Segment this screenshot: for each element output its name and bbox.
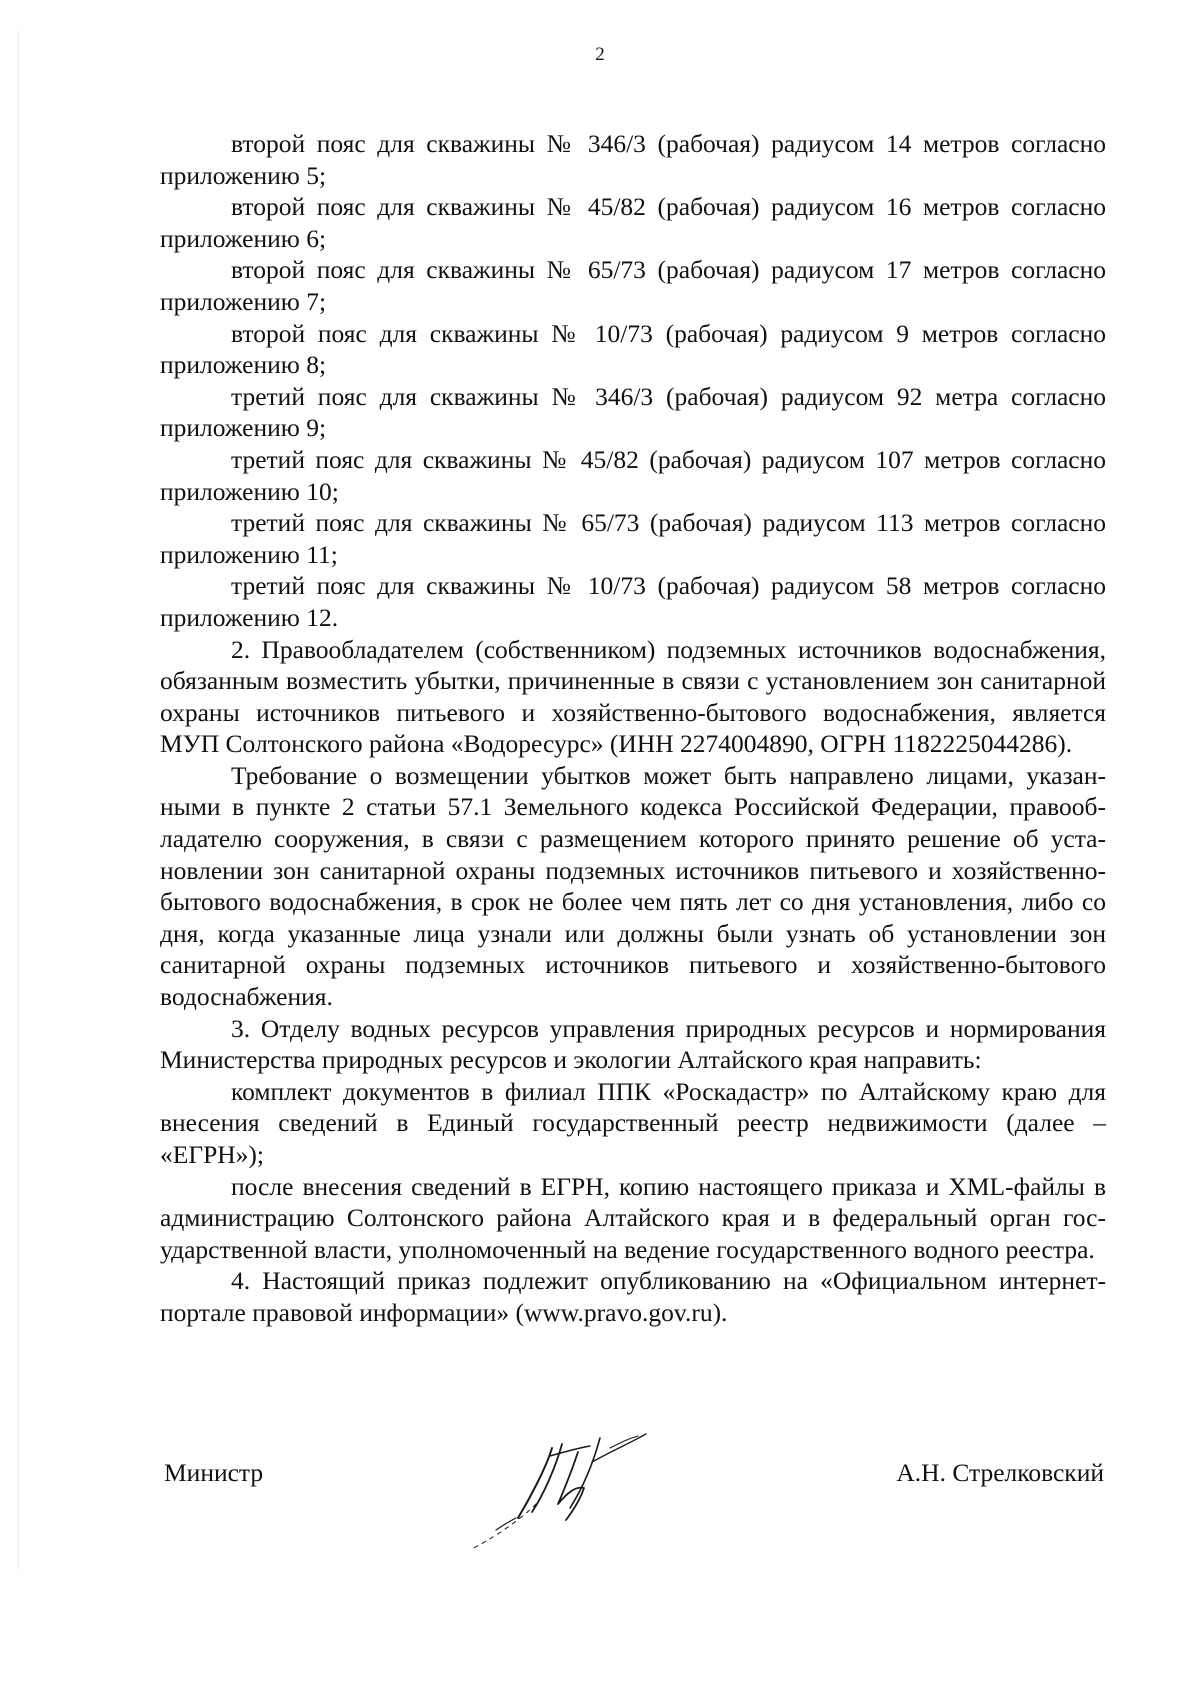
paragraph: второй пояс для скважины № 10/73 (рабочая) радиусом 9 метров согласно приложению 8; [160, 318, 1106, 380]
paragraph: третий пояс для скважины № 10/73 (рабочая) радиусом 58 метров согласно приложению 12. [160, 571, 1106, 632]
paragraph: третий пояс для скважины № 65/73 (рабочая) радиусом 113 метров согласно приложению 11; [160, 508, 1106, 569]
paragraph: второй пояс для скважины № 346/3 (рабочая) радиусом 14 метров согласно приложению 5; [160, 129, 1106, 190]
handwritten-signature [460, 1408, 700, 1558]
paragraph: 4. Настоящий приказ подлежит опубликованию на «Официальном интернет-портале правовой информации» (www.pravo.gov.ru). [160, 1266, 1106, 1327]
signatory-title: Министр [164, 1458, 264, 1487]
paragraph: 2. Правообладателем (собственником) подземных источников водоснабжения, обязанным возместить убытки, причиненные в связи с установлением зон санитарной охраны источников питьевого и хозяйственно-бытового водоснабжения, является МУП Солтонского района «Водоресурс» (ИНН 2274004890, ОГРН 1182225044286). [160, 634, 1106, 759]
paragraph: после внесения сведений в ЕГРН, копию настоящего приказа и XML-файлы в администрацию Солтонского района Алтайского края и в федеральный орган государственной власти, уполномоченный на ведение государственного водного реестра. [160, 1171, 1106, 1264]
paragraph: второй пояс для скважины № 65/73 (рабочая) радиусом 17 метров согласно приложению 7; [160, 255, 1106, 316]
paragraph: третий пояс для скважины № 346/3 (рабочая) радиусом 92 метра согласно приложению 9; [160, 381, 1106, 443]
document-body [160, 128, 1106, 1329]
page-number: 2 [595, 44, 605, 65]
paragraph: второй пояс для скважины № 45/82 (рабочая) радиусом 16 метров согласно приложению 6; [160, 192, 1106, 253]
paragraph: Требование о возмещении убытков может быть направлено лицами, указанными в пункте 2 статьи 57.1 Земельного кодекса Российской Федерации, правообладателю сооружения, в связи с размещением которого принято решение об установлении зон санитарной охраны подземных источников питьевого и хозяйственно-бытового водоснабжения, в срок не более чем пять лет со дня установления, либо со дня, когда указанные лица узнали или должны были узнать об установлении зон санитарной охраны подземных источников питьевого и хозяйственно-бытового водоснабжения. [160, 760, 1106, 1012]
paragraph: комплект документов в филиал ППК «Роскадастр» по Алтайскому краю для внесения сведений в Единый государственный реестр недвижимости (далее – «ЕГРН»); [160, 1076, 1106, 1169]
signatory-name: А.Н. Стрелковский [896, 1458, 1104, 1487]
paragraph: третий пояс для скважины № 45/82 (рабочая) радиусом 107 метров согласно приложению 10; [160, 444, 1106, 506]
paragraph: 3. Отделу водных ресурсов управления природных ресурсов и нормирования Министерства природных ресурсов и экологии Алтайского края направить: [160, 1013, 1106, 1075]
scan-fold-line [18, 30, 19, 1570]
